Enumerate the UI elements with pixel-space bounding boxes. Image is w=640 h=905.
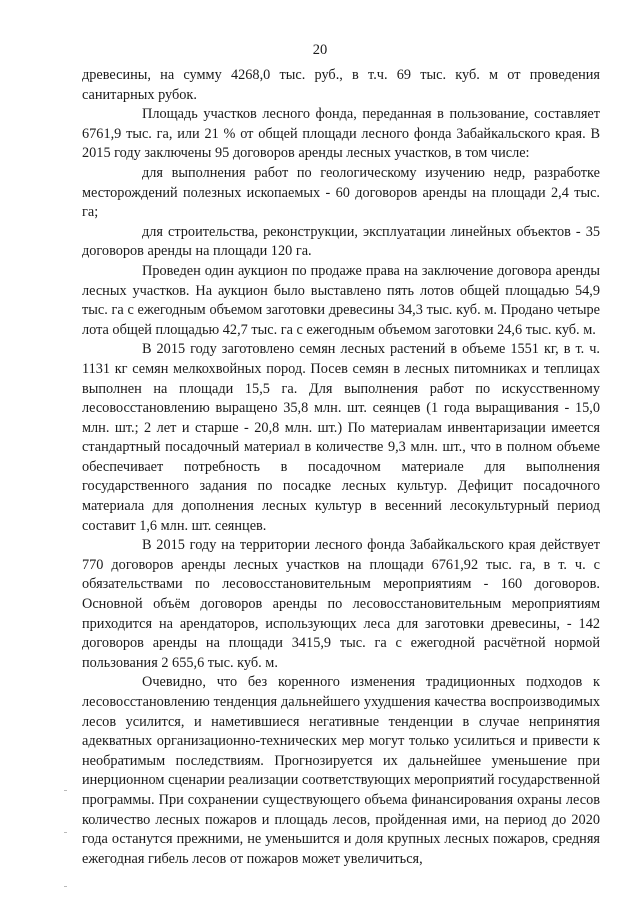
paragraph-seeds: В 2015 году заготовлено семян лесных растений в объеме 1551 кг, в т. ч. 1131 кг семян мелкохвойных пород. Посев семян в лесных питомниках и теплицах выполнен на площади 15,5 га. Для выполнения работ по искусственному лесовосстановлению выращено 35,8 млн. шт. сеянцев (1 года выращивания - 15,0 млн. шт.; 2 лет и старше - 20,8 млн. шт.) По материалам инвентаризации имеется стандартный посадочный материал в количестве 9,3 млн. шт., что в полном объеме обеспечивает потребность в посадочном материале для выполнения государственного задания по посадке лесных культур. Дефицит посадочного материала для дополнения лесных культур в весенний лесокультурный период составит 1,6 млн. шт. сеянцев. [82,341,600,534]
margin-dot [64,886,67,887]
paragraph-lease-contracts: В 2015 году на территории лесного фонда Забайкальского края действует 770 договоров аренды лесных участков на площади 6761,92 тыс. га, в т. ч. с обязательствами по лесовосстановительным мероприятиям - 160 договоров. Основной объём договоров аренды по лесовосстановительным мероприятиям приходится на арендаторов, использующих леса для заготовки древесины, - 142 договоров аренды на площади 3415,9 тыс. га с ежегодной расчётной нормой пользования 2 655,6 тыс. куб. м. [82,537,600,671]
paragraph-construction-leases: для строительства, реконструкции, эксплуатации линейных объектов - 35 договоров аренды на площади 120 га. [82,223,600,260]
page-number: 20 [312,42,328,58]
paragraph-auction: Проведен один аукцион по продаже права на заключение договора аренды лесных участков. На аукцион было выставлено пять лотов общей площадью 54,9 тыс. га с ежегодным объемом заготовки древесины 34,3 тыс. куб. м. Продано четыре лота общей площадью 42,7 тыс. га с ежегодным объемом заготовки 24,6 тыс. куб. м. [82,262,600,338]
paragraph-geology-leases: для выполнения работ по геологическому изучению недр, разработке месторождений полезных ископаемых - 60 договоров аренды на площади 2,4 тыс. га; [82,164,600,221]
margin-dot [64,790,67,791]
paragraph-lease-area: Площадь участков лесного фонда, переданная в пользование, составляет 6761,9 тыс. га, или 21 % от общей площади лесного фонда Забайкальского края. В 2015 году заключены 95 договоров аренды лесных участков, в том числе: [82,106,600,162]
paragraph-continuation: древесины, на сумму 4268,0 тыс. руб., в т.ч. 69 тыс. куб. м от проведения санитарных рубок. [82,67,600,103]
paragraph-forecast: Очевидно, что без коренного изменения традиционных подходов к лесовосстановлению тенденция дальнейшего ухудшения качества воспроизводимых лесов усилится, и наметившиеся негативные тенденции в случае непринятия адекватных организационно-технических мер могут только усилиться и привести к необратимым последствиям. Прогнозируется их дальнейшее уменьшение при инерционном сценарии реализации соответствующих мероприятий государственной программы. При сохранении существующего объема финансирования охраны лесов количество лесных пожаров и площадь лесов, пройденная ими, на период до 2020 года останутся прежними, не уменьшится и доля крупных лесных пожаров, средняя ежегодная гибель лесов от пожаров может увеличиться, [82,674,600,867]
body-text [82,66,600,869]
margin-dot [64,832,67,833]
